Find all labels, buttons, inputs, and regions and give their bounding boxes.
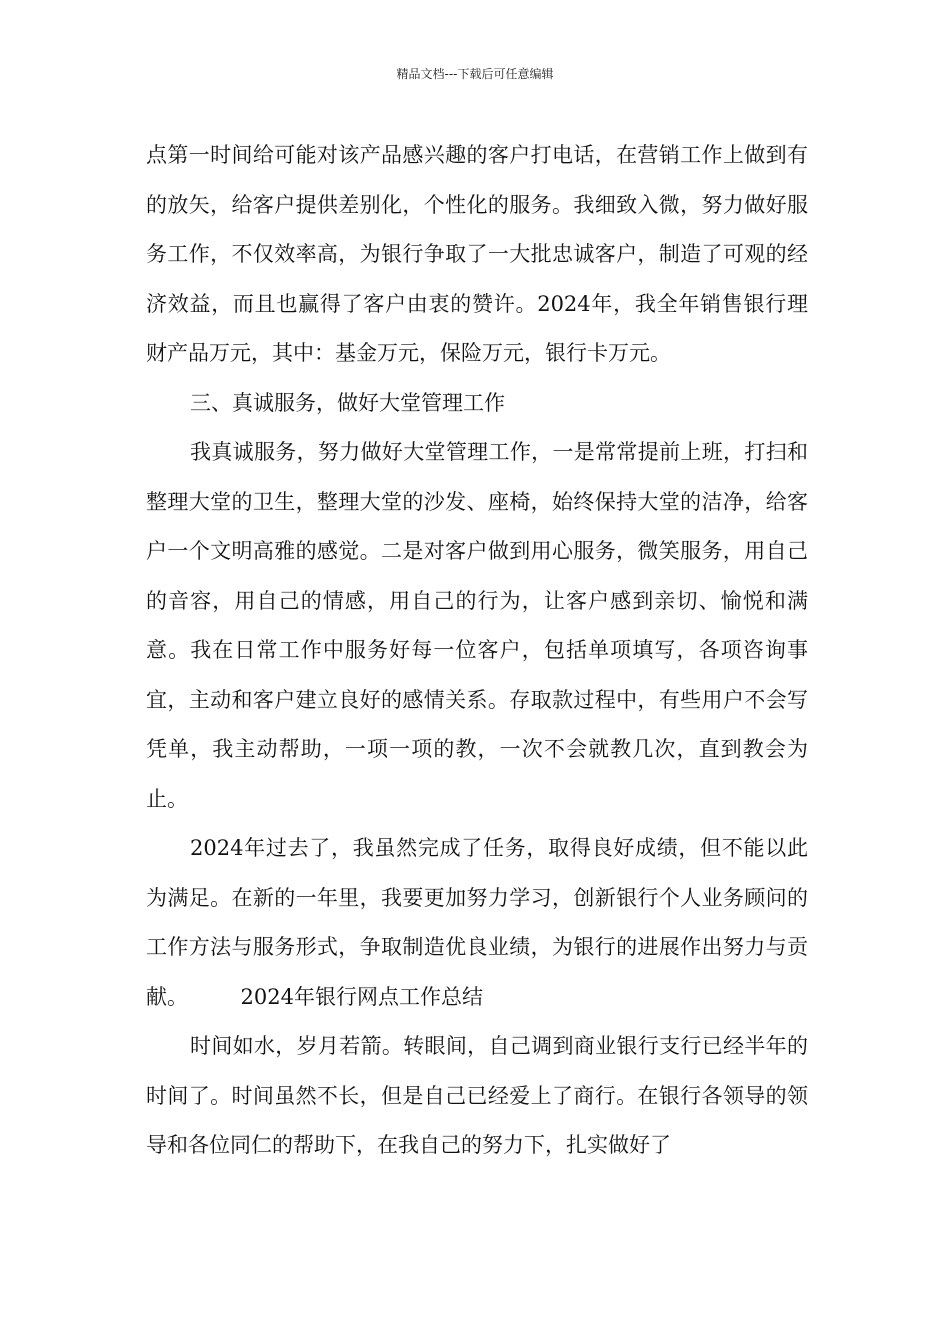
page-header: 精品文档---下载后可任意编辑 — [396, 67, 554, 81]
paragraph-branch-summary-intro: 时间如水，岁月若箭。转眼间，自己调到商业银行支行已经半年的时间了。时间虽然不长，但是自己已经爱上了商行。在银行各领导的领导和各位同仁的帮助下，在我自己的努力下，扎实做好了 — [146, 1034, 808, 1157]
paragraph-year-conclusion: 2024年过去了，我虽然完成了任务，取得良好成绩，但不能以此为满足。在新的一年里，我要更加努力学习，创新银行个人业务顾问的工作方法与服务形式，争取制造优良业绩，为银行的进展作出努力与贡献。 2024年银行网点工作总结 — [146, 836, 808, 1009]
section-heading-lobby-management: 三、真诚服务，做好大堂管理工作 — [190, 390, 505, 415]
document-body — [146, 131, 808, 1171]
paragraph-lobby-service: 我真诚服务，努力做好大堂管理工作，一是常常提前上班，打扫和整理大堂的卫生，整理大堂的沙发、座椅，始终保持大堂的洁净，给客户一个文明高雅的感觉。二是对客户做到用心服务，微笑服务，用自己的音容，用自己的情感，用自己的行为，让客户感到亲切、愉悦和满意。我在日常工作中服务好每一位客户，包括单项填写，各项咨询事宜，主动和客户建立良好的感情关系。存取款过程中，有些用户不会写凭单，我主动帮助，一项一项的教，一次不会就教几次，直到教会为止。 — [146, 440, 808, 811]
paragraph-sales-summary: 点第一时间给可能对该产品感兴趣的客户打电话，在营销工作上做到有的放矢，给客户提供差别化，个性化的服务。我细致入微，努力做好服务工作，不仅效率高，为银行争取了一大批忠诚客户，制造了可观的经济效益，而且也赢得了客户由衷的赞许。2024年，我全年销售银行理财产品万元，其中：基金万元，保险万元，银行卡万元。 — [146, 143, 808, 365]
